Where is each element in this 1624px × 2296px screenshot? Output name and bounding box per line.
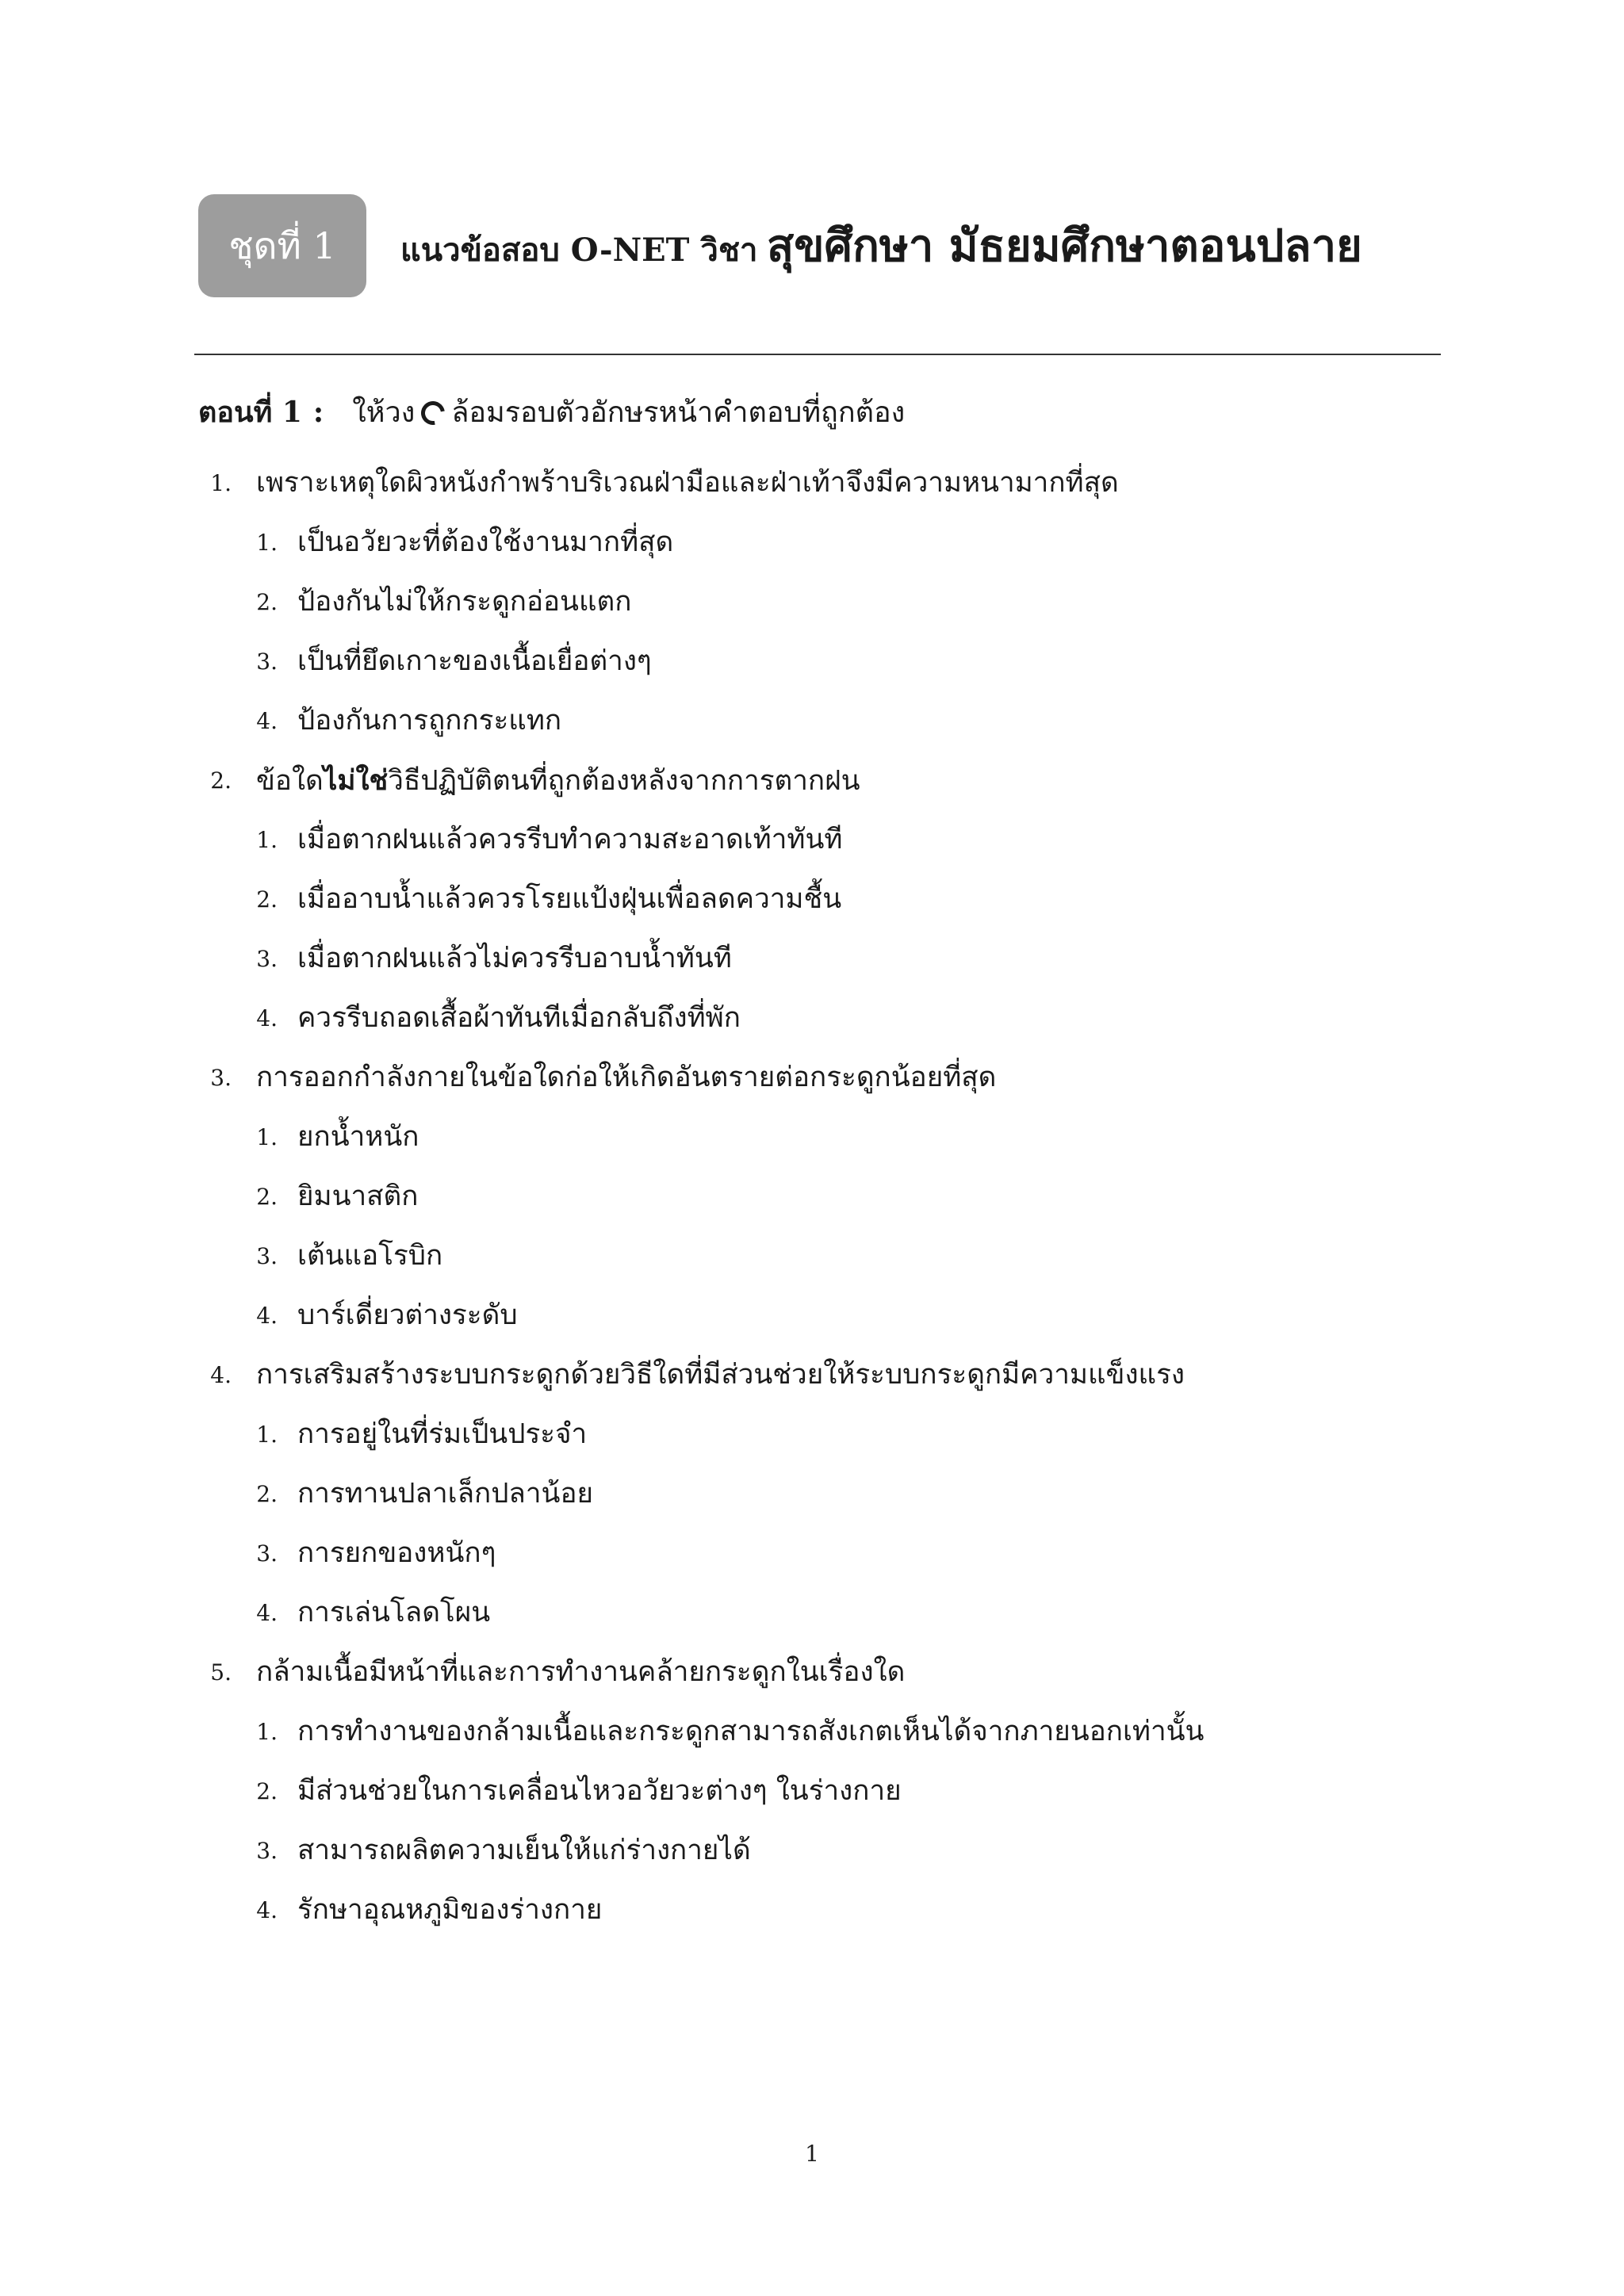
choice-text: ป้องกันการถูกกระแทก — [297, 705, 562, 737]
question-4-choice-2[interactable] — [0, 1464, 1624, 1524]
question-1-choice-3[interactable] — [0, 632, 1624, 691]
set-number-badge: ชุดที่ 1 — [198, 194, 366, 297]
section-instruction — [198, 390, 905, 434]
question-number: 3. — [210, 1065, 232, 1091]
choice-text: มีส่วนช่วยในการเคลื่อนไหวอวัยวะต่างๆ ในร่างกาย — [297, 1775, 902, 1807]
question-5-choice-4[interactable] — [0, 1881, 1624, 1940]
choice-number: 4. — [256, 1897, 278, 1923]
choice-text: รักษาอุณหภูมิของร่างกาย — [297, 1894, 603, 1926]
question-text-before: ข้อใด — [256, 765, 324, 797]
question-2-choice-3[interactable] — [0, 929, 1624, 989]
instruction-text-after: ล้อมรอบตัวอักษรหน้าคำตอบที่ถูกต้อง — [451, 396, 906, 429]
choice-number: 1. — [256, 1719, 278, 1745]
choice-text: การทำงานของกล้ามเนื้อและกระดูกสามารถสังเกตเห็นได้จากภายนอกเท่านั้น — [297, 1716, 1205, 1747]
title-subject: สุขศึกษา มัธยมศึกษาตอนปลาย — [767, 220, 1362, 272]
choice-text: ควรรีบถอดเสื้อผ้าทันทีเมื่อกลับถึงที่พัก — [297, 1002, 741, 1034]
question-1-choice-2[interactable] — [0, 572, 1624, 632]
choice-number: 2. — [256, 1778, 278, 1804]
question-1 — [0, 453, 1624, 513]
header-divider — [194, 354, 1441, 355]
choice-number: 3. — [256, 1838, 278, 1864]
choice-number: 1. — [256, 1422, 278, 1448]
question-number: 1. — [210, 470, 232, 496]
question-4-choice-4[interactable] — [0, 1583, 1624, 1643]
choice-number: 4. — [256, 1600, 278, 1626]
question-1-choice-1[interactable] — [0, 513, 1624, 572]
question-text-after: วิธีปฏิบัติตนที่ถูกต้องหลังจากการตากฝน — [388, 765, 860, 797]
question-number: 5. — [210, 1659, 232, 1686]
question-number: 2. — [210, 767, 232, 794]
choice-number: 3. — [256, 1243, 278, 1269]
question-text: กล้ามเนื้อมีหน้าที่และการทำงานคล้ายกระดูกในเรื่องใด — [256, 1656, 906, 1688]
question-4 — [0, 1345, 1624, 1405]
choice-number: 4. — [256, 1303, 278, 1329]
page-title — [400, 194, 1362, 297]
title-prefix: แนวข้อสอบ O-NET วิชา — [400, 232, 758, 269]
question-5 — [0, 1643, 1624, 1702]
question-2-choice-1[interactable] — [0, 810, 1624, 870]
question-text: การออกกำลังกายในข้อใดก่อให้เกิดอันตรายต่อกระดูกน้อยที่สุด — [256, 1062, 997, 1093]
question-3-choice-2[interactable] — [0, 1167, 1624, 1226]
choice-text: สามารถผลิตความเย็นให้แก่ร่างกายได้ — [297, 1835, 751, 1866]
instruction-text-before: ให้วง — [352, 396, 416, 429]
choice-number: 1. — [256, 530, 278, 556]
page-header — [198, 194, 1435, 297]
section-label: ตอนที่ 1 — [198, 396, 302, 429]
choice-text: เป็นที่ยึดเกาะของเนื้อเยื่อต่างๆ — [297, 645, 652, 677]
choice-number: 3. — [256, 1540, 278, 1567]
question-5-choice-1[interactable] — [0, 1702, 1624, 1762]
question-3-choice-1[interactable] — [0, 1108, 1624, 1167]
choice-text: เมื่อตากฝนแล้วไม่ควรรีบอาบน้ำทันที — [297, 943, 732, 974]
question-text: การเสริมสร้างระบบกระดูกด้วยวิธีใดที่มีส่วนช่วยให้ระบบกระดูกมีความแข็งแรง — [256, 1359, 1185, 1391]
choice-number: 2. — [256, 589, 278, 615]
choice-text: ยิมนาสติก — [297, 1181, 419, 1212]
choice-number: 4. — [256, 708, 278, 734]
question-4-choice-1[interactable] — [0, 1405, 1624, 1464]
choice-text: การเล่นโลดโผน — [297, 1597, 491, 1628]
choice-text: บาร์เดี่ยวต่างระดับ — [297, 1299, 518, 1331]
choice-text: การยกของหนักๆ — [297, 1537, 496, 1569]
question-2-choice-2[interactable] — [0, 870, 1624, 929]
question-5-choice-3[interactable] — [0, 1821, 1624, 1881]
question-3-choice-4[interactable] — [0, 1286, 1624, 1345]
choice-text: เป็นอวัยวะที่ต้องใช้งานมากที่สุด — [297, 526, 674, 558]
question-4-choice-3[interactable] — [0, 1524, 1624, 1583]
choice-number: 3. — [256, 946, 278, 972]
choice-text: เต้นแอโรบิก — [297, 1240, 443, 1272]
choice-text: เมื่ออาบน้ำแล้วควรโรยแป้งฝุ่นเพื่อลดความชื้น — [297, 883, 842, 915]
section-colon: : — [312, 396, 324, 429]
circle-icon — [416, 396, 450, 430]
choice-text: การอยู่ในที่ร่มเป็นประจำ — [297, 1418, 588, 1450]
choice-number: 3. — [256, 649, 278, 675]
choice-number: 4. — [256, 1005, 278, 1031]
question-3-choice-3[interactable] — [0, 1226, 1624, 1286]
question-list — [0, 453, 1624, 1940]
question-2 — [0, 751, 1624, 810]
question-emphasis: ไม่ใช่ — [323, 764, 389, 797]
question-3 — [0, 1048, 1624, 1108]
question-2-choice-4[interactable] — [0, 989, 1624, 1048]
choice-text: ป้องกันไม่ให้กระดูกอ่อนแตก — [297, 586, 632, 618]
choice-number: 1. — [256, 827, 278, 853]
question-1-choice-4[interactable] — [0, 691, 1624, 751]
choice-text: การทานปลาเล็กปลาน้อย — [297, 1478, 593, 1510]
choice-number: 2. — [256, 886, 278, 913]
choice-text: เมื่อตากฝนแล้วควรรีบทำความสะอาดเท้าทันที — [297, 824, 843, 855]
choice-number: 1. — [256, 1124, 278, 1150]
choice-text: ยกน้ำหนัก — [297, 1121, 419, 1153]
question-text: เพราะเหตุใดผิวหนังกำพร้าบริเวณฝ่ามือและฝ่าเท้าจึงมีความหนามากที่สุด — [256, 467, 1119, 499]
page-number: 1 — [805, 2141, 819, 2167]
question-number: 4. — [210, 1362, 232, 1388]
question-5-choice-2[interactable] — [0, 1762, 1624, 1821]
question-text — [256, 751, 860, 811]
choice-number: 2. — [256, 1481, 278, 1507]
choice-number: 2. — [256, 1184, 278, 1210]
